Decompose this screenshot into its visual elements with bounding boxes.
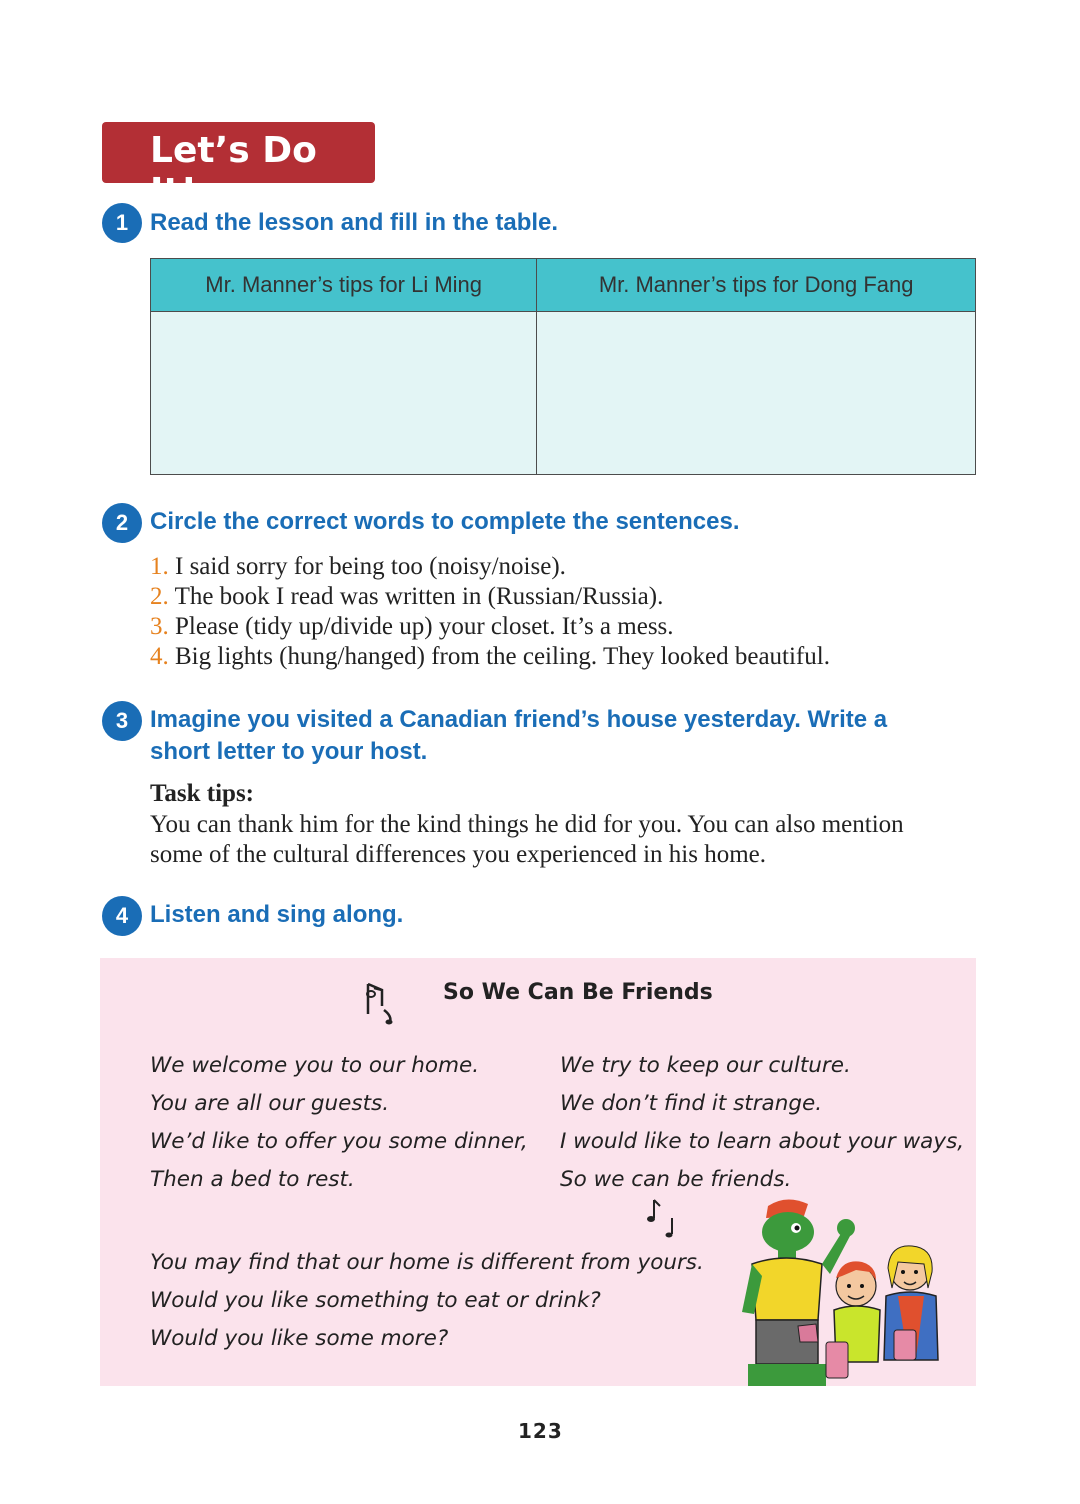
- sentence-number: 1.: [150, 553, 169, 580]
- section-2-number: 2: [102, 503, 142, 543]
- section-1-heading: Read the lesson and fill in the table.: [150, 209, 559, 236]
- sentence-item: [150, 642, 830, 672]
- section-3-heading-line1: Imagine you visited a Canadian friend’s house yesterday. Write a: [150, 706, 888, 733]
- song-verse-bottom: [150, 1244, 704, 1358]
- lyric-line: We try to keep our culture.: [560, 1053, 851, 1078]
- characters-illustration: [738, 1192, 956, 1386]
- sentence-text: I said sorry for being too (noisy/noise).: [175, 553, 566, 580]
- lyric-line: We welcome you to our home.: [150, 1053, 480, 1078]
- section-1-number: 1: [102, 203, 142, 243]
- sentence-item: [150, 552, 830, 582]
- section-3-heading: [150, 704, 970, 768]
- song-verse-right: [560, 1047, 964, 1199]
- section-4-number: 4: [102, 896, 142, 936]
- sentence-item: [150, 582, 830, 612]
- section-banner: [102, 122, 375, 212]
- table-cell-li-ming[interactable]: [151, 312, 537, 475]
- section-4-heading: Listen and sing along.: [150, 901, 404, 928]
- tips-table: [150, 258, 976, 475]
- sentence-item: [150, 612, 830, 642]
- lyric-line: We’d like to offer you some dinner,: [150, 1129, 528, 1154]
- lyric-line: Would you like some more?: [150, 1326, 449, 1351]
- task-tips-title: Task tips:: [150, 780, 254, 807]
- music-note-icon: [362, 980, 396, 1026]
- lyric-line: You are all our guests.: [150, 1091, 390, 1116]
- section-2-heading: Circle the correct words to complete the sentences.: [150, 508, 740, 535]
- table-header-dong-fang: Mr. Manner’s tips for Dong Fang: [537, 259, 976, 312]
- sentence-number: 4.: [150, 643, 169, 670]
- sentence-text: The book I read was written in (Russian/Russia).: [174, 583, 664, 610]
- lyric-line: I would like to learn about your ways,: [560, 1129, 965, 1154]
- sentence-number: 2.: [150, 583, 169, 610]
- song-title: So We Can Be Friends: [443, 980, 713, 1005]
- sentence-text: Please (tidy up/divide up) your closet. It’s a mess.: [175, 613, 674, 640]
- song-verse-left: [150, 1047, 528, 1199]
- lyric-line: Would you like something to eat or drink?: [150, 1288, 601, 1313]
- lyric-line: We don’t find it strange.: [560, 1091, 823, 1116]
- sentence-number: 3.: [150, 613, 169, 640]
- table-header-li-ming: Mr. Manner’s tips for Li Ming: [151, 259, 537, 312]
- task-tips-body: You can thank him for the kind things he did for you. You can also mention some of the cultural differences you experienced in his home.: [150, 811, 904, 868]
- lyric-line: So we can be friends.: [560, 1167, 792, 1192]
- lyric-line: Then a bed to rest.: [150, 1167, 355, 1192]
- sentence-list: [150, 552, 830, 672]
- banner-title: Let’s Do It!: [150, 130, 317, 212]
- table-cell-dong-fang[interactable]: [537, 312, 976, 475]
- sentence-text: Big lights (hung/hanged) from the ceiling. They looked beautiful.: [175, 643, 830, 670]
- page-number: 123: [518, 1419, 563, 1443]
- lyric-line: You may find that our home is different from yours.: [150, 1250, 704, 1275]
- music-notes-icon: [642, 1196, 682, 1242]
- section-3-heading-line2: short letter to your host.: [150, 738, 428, 765]
- section-3-number: 3: [102, 701, 142, 741]
